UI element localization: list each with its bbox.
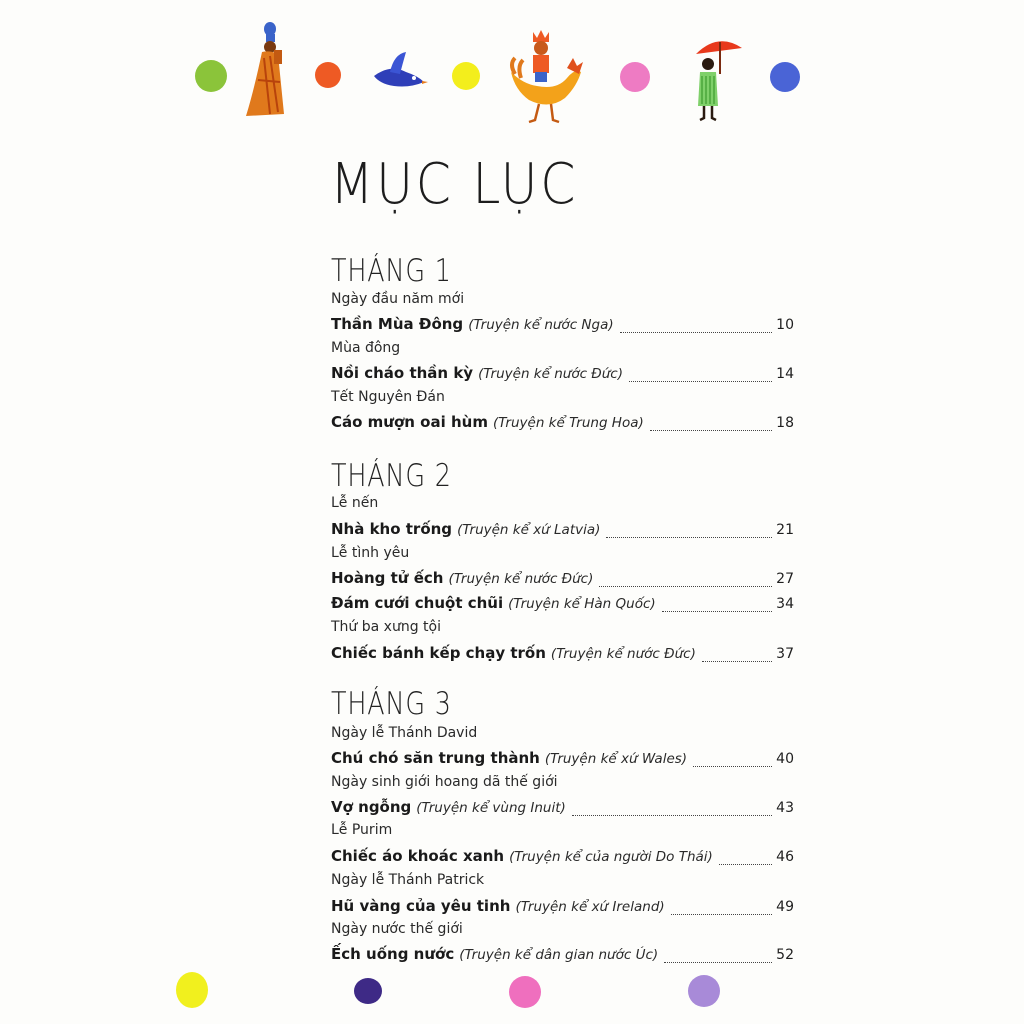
- dot-leader: [650, 420, 772, 431]
- page-number: 43: [776, 800, 794, 816]
- page-number: 37: [776, 646, 794, 662]
- story-title: Đám cưới chuột chũi: [331, 594, 504, 612]
- story-origin: (Truyện kể xứ Latvia): [457, 522, 601, 538]
- story-title: Hũ vàng của yêu tinh: [331, 897, 511, 915]
- yellow-dot: [452, 62, 480, 90]
- toc-entry[interactable]: [331, 594, 794, 618]
- page-number: 27: [776, 571, 794, 587]
- dot-leader: [662, 601, 773, 612]
- orange-dot: [315, 62, 341, 88]
- dot-leader: [620, 322, 773, 333]
- story-title: Chiếc áo khoác xanh: [331, 847, 505, 865]
- page-title: MỤC LỤC: [330, 152, 579, 217]
- indigo-dot: [354, 978, 382, 1004]
- toc-entry[interactable]: [331, 847, 794, 871]
- pink-dot: [620, 62, 650, 92]
- occasion-label: Ngày đầu năm mới: [331, 291, 465, 307]
- occasion-label: Thứ ba xưng tội: [331, 619, 441, 635]
- toc-entry[interactable]: [331, 364, 794, 388]
- story-origin: (Truyện kể xứ Ireland): [515, 899, 665, 915]
- yellow-dot: [176, 972, 208, 1008]
- dot-leader: [719, 854, 772, 865]
- page-number: 46: [776, 849, 794, 865]
- month-heading: THÁNG 2: [331, 458, 452, 494]
- boy-riding-rooster-icon: [505, 28, 591, 124]
- page-number: 40: [776, 751, 794, 767]
- dot-leader: [572, 805, 772, 816]
- green-dot: [195, 60, 227, 92]
- story-origin: (Truyện kể Trung Hoa): [492, 415, 644, 431]
- occasion-label: Tết Nguyên Đán: [331, 389, 445, 405]
- dot-leader: [702, 651, 772, 662]
- toc-entry[interactable]: [331, 569, 794, 593]
- occasion-label: Lễ nến: [331, 495, 379, 511]
- toc-entry[interactable]: [331, 798, 794, 822]
- story-origin: (Truyện kể nước Đức): [478, 366, 623, 382]
- occasion-label: Ngày lễ Thánh David: [331, 725, 478, 741]
- story-origin: (Truyện kể xứ Wales): [544, 751, 688, 767]
- occasion-label: Lễ tình yêu: [331, 545, 410, 561]
- toc-entry[interactable]: [331, 644, 794, 668]
- story-title: Nhà kho trống: [331, 520, 453, 538]
- story-origin: (Truyện kể của người Do Thái): [509, 849, 713, 865]
- occasion-label: Lễ Purim: [331, 822, 393, 838]
- dot-leader: [606, 527, 772, 538]
- dot-leader: [599, 576, 772, 587]
- dot-leader: [671, 904, 773, 915]
- person-with-umbrella-icon: [692, 34, 746, 124]
- page-number: 14: [776, 366, 794, 382]
- page-number: 21: [776, 522, 794, 538]
- page-number: 52: [776, 947, 794, 963]
- story-origin: (Truyện kể nước Nga): [468, 317, 614, 333]
- occasion-label: Ngày lễ Thánh Patrick: [331, 872, 485, 888]
- violet-dot: [688, 975, 720, 1007]
- toc-entry[interactable]: [331, 749, 794, 773]
- bluebird-icon: [370, 50, 428, 92]
- story-title: Vợ ngỗng: [331, 798, 412, 816]
- story-title: Chiếc bánh kếp chạy trốn: [331, 644, 546, 662]
- toc-entry[interactable]: [331, 520, 794, 544]
- story-title: Chú chó săn trung thành: [331, 749, 540, 767]
- woman-with-jar-icon: [240, 20, 292, 120]
- story-title: Nồi cháo thần kỳ: [331, 364, 474, 382]
- story-title: Cáo mượn oai hùm: [331, 413, 488, 431]
- occasion-label: Mùa đông: [331, 340, 401, 356]
- toc-entry[interactable]: [331, 413, 794, 437]
- story-origin: (Truyện kể nước Đức): [550, 646, 696, 662]
- story-origin: (Truyện kể dân gian nước Úc): [459, 947, 659, 963]
- month-heading: THÁNG 1: [331, 253, 452, 289]
- page-number: 10: [776, 317, 794, 333]
- story-title: Hoàng tử ếch: [331, 569, 444, 587]
- story-origin: (Truyện kể nước Đức): [448, 571, 594, 587]
- story-title: Thần Mùa Đông: [331, 315, 464, 333]
- toc-entry[interactable]: [331, 897, 794, 921]
- occasion-label: Ngày sinh giới hoang dã thế giới: [331, 774, 558, 790]
- dot-leader: [664, 952, 772, 963]
- month-heading: THÁNG 3: [331, 686, 452, 722]
- page-number: 49: [776, 899, 794, 915]
- page-number: 18: [776, 415, 794, 431]
- page-number: 34: [776, 596, 794, 612]
- toc-entry[interactable]: [331, 315, 794, 339]
- story-origin: (Truyện kể vùng Inuit): [416, 800, 566, 816]
- story-origin: (Truyện kể Hàn Quốc): [508, 596, 656, 612]
- dot-leader: [629, 371, 772, 382]
- blue-dot: [770, 62, 800, 92]
- dot-leader: [693, 756, 772, 767]
- toc-entry[interactable]: [331, 945, 794, 969]
- pink-dot: [509, 976, 541, 1008]
- occasion-label: Ngày nước thế giới: [331, 921, 463, 937]
- story-title: Ếch uống nước: [331, 945, 455, 963]
